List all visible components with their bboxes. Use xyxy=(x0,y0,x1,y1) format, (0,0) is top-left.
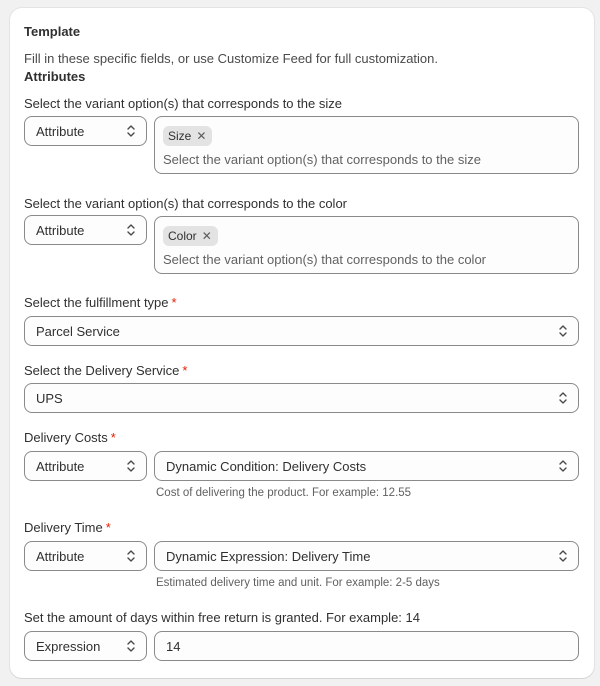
delivery-costs-label xyxy=(24,430,116,445)
fulfillment-select[interactable] xyxy=(24,316,579,346)
delivery-time-help: Estimated delivery time and unit. For example: 2-5 days xyxy=(156,577,440,589)
chevron-up-down-icon xyxy=(126,124,136,138)
delivery-costs-label-text: Delivery Costs xyxy=(24,430,108,445)
delivery-service-label-text: Select the Delivery Service xyxy=(24,363,180,378)
chevron-up-down-icon xyxy=(558,459,568,473)
color-mode-value: Attribute xyxy=(36,222,85,238)
delivery-time-label-text: Delivery Time xyxy=(24,520,103,535)
required-marker: * xyxy=(171,295,177,310)
chevron-up-down-icon xyxy=(558,324,568,338)
close-icon[interactable]: ✕ xyxy=(196,129,207,143)
delivery-costs-mode-value: Attribute xyxy=(36,458,85,474)
chevron-up-down-icon xyxy=(126,549,136,563)
color-tag xyxy=(163,226,218,246)
free-return-label: Set the amount of days within free return is granted. For example: 14 xyxy=(24,610,420,625)
fulfillment-label xyxy=(24,295,177,310)
size-mode-value: Attribute xyxy=(36,123,85,139)
delivery-time-label xyxy=(24,520,111,535)
color-options-placeholder: Select the variant option(s) that corresponds to the color xyxy=(163,252,487,267)
chevron-up-down-icon xyxy=(126,223,136,237)
delivery-time-value: Dynamic Expression: Delivery Time xyxy=(166,548,371,564)
color-mode-select[interactable] xyxy=(24,215,147,245)
size-options-placeholder: Select the variant option(s) that corresponds to the size xyxy=(163,152,481,167)
delivery-time-value-select[interactable] xyxy=(154,541,579,571)
close-icon[interactable]: ✕ xyxy=(201,229,212,243)
template-card xyxy=(10,8,594,678)
delivery-costs-help: Cost of delivering the product. For example: 12.55 xyxy=(156,487,412,499)
required-marker: * xyxy=(110,430,116,445)
chevron-up-down-icon xyxy=(126,639,136,653)
color-options-field[interactable] xyxy=(154,216,579,274)
section-description: Fill in these specific fields, or use Customize Feed for full customization. xyxy=(24,51,439,66)
color-tag-label: Color xyxy=(168,229,197,243)
chevron-up-down-icon xyxy=(558,391,568,405)
attributes-heading: Attributes xyxy=(24,69,86,84)
free-return-days-input[interactable] xyxy=(154,631,579,661)
free-return-mode-value: Expression xyxy=(36,638,101,654)
size-tag-label: Size xyxy=(168,129,192,143)
required-marker: * xyxy=(105,520,111,535)
delivery-costs-value-select[interactable] xyxy=(154,451,579,481)
size-field-label: Select the variant option(s) that corresponds to the size xyxy=(24,96,342,111)
fulfillment-value: Parcel Service xyxy=(36,323,120,339)
size-mode-select[interactable] xyxy=(24,116,147,146)
delivery-service-value: UPS xyxy=(36,390,63,406)
delivery-service-select[interactable] xyxy=(24,383,579,413)
delivery-service-label xyxy=(24,363,187,378)
delivery-costs-value: Dynamic Condition: Delivery Costs xyxy=(166,458,367,474)
required-marker: * xyxy=(182,363,188,378)
free-return-days-value: 14 xyxy=(166,638,181,654)
fulfillment-label-text: Select the fulfillment type xyxy=(24,295,169,310)
size-options-field[interactable] xyxy=(154,116,579,174)
chevron-up-down-icon xyxy=(126,459,136,473)
color-field-label: Select the variant option(s) that corresponds to the color xyxy=(24,196,348,211)
section-title: Template xyxy=(24,24,81,39)
size-tag xyxy=(163,126,212,146)
chevron-up-down-icon xyxy=(558,549,568,563)
free-return-mode-select[interactable] xyxy=(24,631,147,661)
delivery-time-mode-select[interactable] xyxy=(24,541,147,571)
delivery-costs-mode-select[interactable] xyxy=(24,451,147,481)
delivery-time-mode-value: Attribute xyxy=(36,548,85,564)
